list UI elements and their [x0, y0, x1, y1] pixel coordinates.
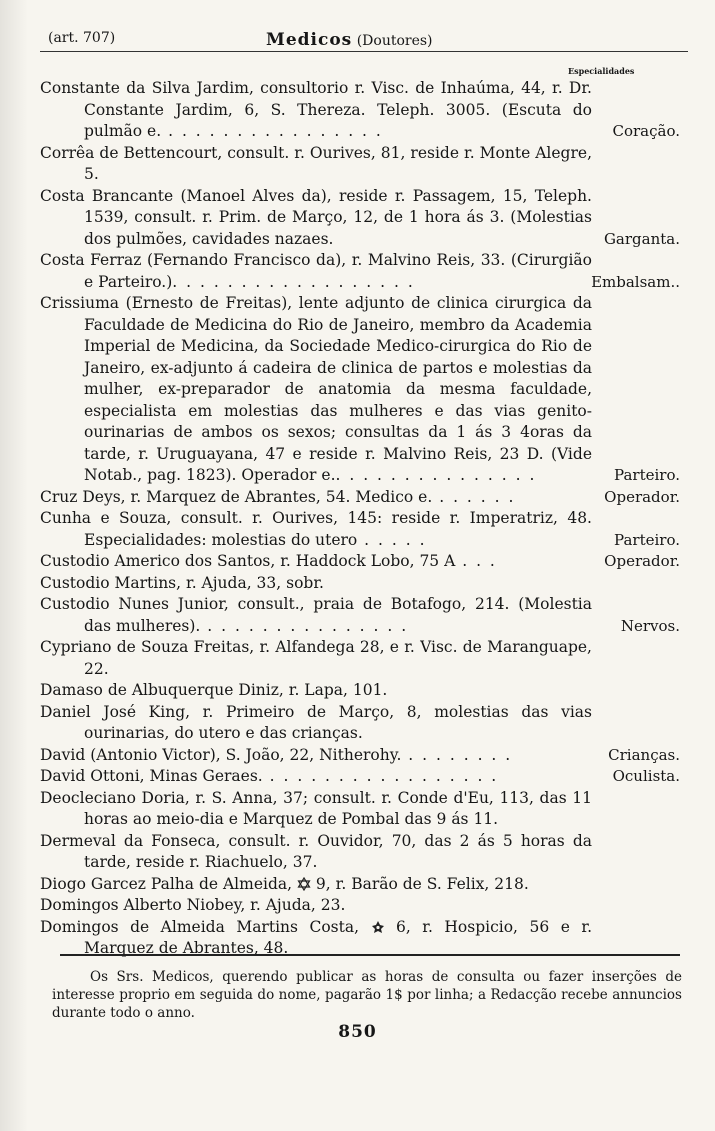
- entry-custodio-nunes: [40, 594, 680, 637]
- star-of-david-icon: [297, 877, 311, 891]
- leader-dots: . . . . . .: [432, 487, 516, 506]
- entry-text: Custodio Americo dos Santos, r. Haddock Lobo, 75 A: [40, 552, 456, 570]
- page-number: 850: [338, 1022, 377, 1042]
- entry-text: Cunha e Souza, consult. r. Ourives, 145: reside r. Imperatriz, 48. Especialidades: molestias do utero: [40, 509, 592, 549]
- entry-diogo-almeida: [40, 874, 680, 896]
- entry-text-b: 9, r. Barão de S. Felix, 218.: [310, 874, 529, 893]
- entry-specialty: Coração.: [612, 122, 680, 140]
- entry-text: Costa Brancante (Manoel Alves da), reside r. Passagem, 15, Teleph. 1539, consult. r. Prim. de Março, 12, de 1 hora ás 3. (Molestias dos pulmões, cavidades nazaes.: [40, 186, 592, 248]
- entry-costa-brancante: [40, 186, 680, 251]
- footer-rule: [60, 954, 680, 956]
- entry-crissiuma: [40, 293, 680, 487]
- order-emblem-icon: [371, 920, 385, 934]
- entry-custodio-santos: [40, 551, 680, 573]
- entry-text: Custodio Martins, r. Ajuda, 33, sobr.: [40, 573, 324, 592]
- entry-deocleciano-doria: [40, 788, 680, 831]
- leader-dots: . . . . . . . . . . . . . . .: [200, 616, 409, 635]
- entry-specialty: Operador.: [604, 552, 680, 570]
- entry-specialty: Nervos.: [620, 616, 680, 635]
- entry-correa-bettencourt: [40, 143, 680, 186]
- entry-text: Corrêa de Bettencourt, consult. r. Ourives, 81, reside r. Monte Alegre, 5.: [40, 143, 592, 183]
- entry-text-b: 6, r. Hospicio, 56 e r. Marquez de Abrantes, 48.: [84, 917, 592, 957]
- entry-david-victor: [40, 745, 680, 767]
- leader-dots: . . . . .: [357, 530, 427, 549]
- directory-list: [40, 78, 680, 960]
- entry-cruz-deys: [40, 487, 680, 509]
- entry-text: Crissiuma (Ernesto de Freitas), lente adjunto de clinica cirurgica da Faculdade de Medicina do Rio de Janeiro, membro da Academia Imperial de Medicina, da Sociedade Medico-cirurgica do Rio de Janeiro, ex-adjunto á cadeira de clinica de partos e molestias da mulher, ex-preparador de anatomia da mesma faculdade, especialista em molestias das mulheres e das vias genito-ourinarias de ambos os sexos; consultas da 1 ás 3 4oras da tarde, r. Uruguayana, 47 e reside r. Malvino Reis, 23 D. (Vide Notab., pag. 1823). Operador e.: [40, 294, 592, 484]
- page-title: [266, 30, 433, 50]
- entry-specialty: Parteiro.: [614, 530, 680, 549]
- title-main: Medicos: [266, 30, 353, 50]
- header-rule: [40, 51, 688, 52]
- entry-text: Custodio Nunes Junior, consult., praia de Botafogo, 214. (Molestia das mulheres).: [40, 595, 592, 635]
- entry-text: Cruz Deys, r. Marquez de Abrantes, 54. Medico e.: [40, 487, 433, 506]
- entry-text: David Ottoni, Minas Geraes.: [40, 767, 263, 785]
- entry-costa-ferraz: [40, 250, 680, 293]
- entry-text: Costa Ferraz (Fernando Francisco da), r. Malvino Reis, 33. (Cirurgião e Parteiro.): [40, 251, 592, 291]
- entry-text: Deocleciano Doria, r. S. Anna, 37; consult. r. Conde d'Eu, 113, das 11 horas ao meio-dia e Marquez de Pombal das 9 ás 11.: [40, 788, 592, 828]
- entry-text-a: Diogo Garcez Palha de Almeida,: [40, 874, 297, 893]
- entry-david-ottoni: [40, 766, 680, 788]
- entry-daniel-king: [40, 702, 680, 745]
- leader-dots: . . . . . . . . . . . . . . . . .: [262, 767, 499, 785]
- entry-damaso-diniz: [40, 680, 680, 702]
- leader-dots: . . . . . . . . . . . . . . . .: [161, 122, 383, 140]
- article-number: (art. 707): [48, 30, 116, 46]
- footnote: Os Srs. Medicos, querendo publicar as horas de consulta ou fazer inserções de interesse proprio em seguida do nome, pagarão 1$ por linha; a Redacção recebe annuncios durante todo o anno.: [52, 969, 682, 1021]
- entry-domingos-niobey: [40, 895, 680, 917]
- entry-specialty: Operador.: [604, 487, 680, 506]
- specialties-heading: Especialidades: [568, 66, 635, 76]
- entry-text: Daniel José King, r. Primeiro de Março, 8, molestias das vias ourinarias, do utero e das crianças.: [40, 702, 592, 742]
- entry-cunha-souza: [40, 508, 680, 551]
- leader-dots: . . . . . . . .: [401, 745, 513, 764]
- entry-specialty: Embalsam..: [591, 272, 680, 291]
- entry-specialty: Parteiro.: [614, 466, 680, 484]
- entry-specialty: Garganta.: [603, 229, 680, 248]
- entry-specialty: Crianças.: [608, 745, 680, 764]
- entry-text: Dermeval da Fonseca, consult. r. Ouvidor, 70, das 2 ás 5 horas da tarde, reside r. Riachuelo, 37.: [40, 831, 592, 871]
- entry-text-a: Domingos de Almeida Martins Costa,: [40, 917, 371, 936]
- title-subtitle: (Doutores): [356, 33, 433, 49]
- entry-specialty: Oculista.: [612, 767, 680, 785]
- leader-dots: . . . . . . . . . . . . . . .: [335, 466, 537, 484]
- leader-dots: . . . . . . . . . . . . . . . . . .: [172, 272, 415, 291]
- leader-dots: . . .: [455, 552, 497, 570]
- entry-text: Constante da Silva Jardim, consultorio r. Visc. de Inhaúma, 44, r. Dr. Constante Jardim, 6, S. Thereza. Teleph. 3005. (Escuta do pulmão e.: [40, 79, 592, 140]
- entry-text: Cypriano de Souza Freitas, r. Alfandega 28, e r. Visc. de Maranguape, 22.: [40, 638, 592, 678]
- entry-text: Damaso de Albuquerque Diniz, r. Lapa, 101.: [40, 681, 388, 699]
- entry-custodio-martins: [40, 573, 680, 595]
- running-header: [48, 30, 688, 52]
- entry-dermeval-fonseca: [40, 831, 680, 874]
- page-edge-shadow: [0, 0, 28, 1131]
- entry-text: Domingos Alberto Niobey, r. Ajuda, 23.: [40, 896, 346, 914]
- entry-cypriano-freitas: [40, 637, 680, 680]
- entry-constante-jardim: [40, 78, 680, 143]
- entry-text: David (Antonio Victor), S. João, 22, Nitherohy.: [40, 745, 402, 764]
